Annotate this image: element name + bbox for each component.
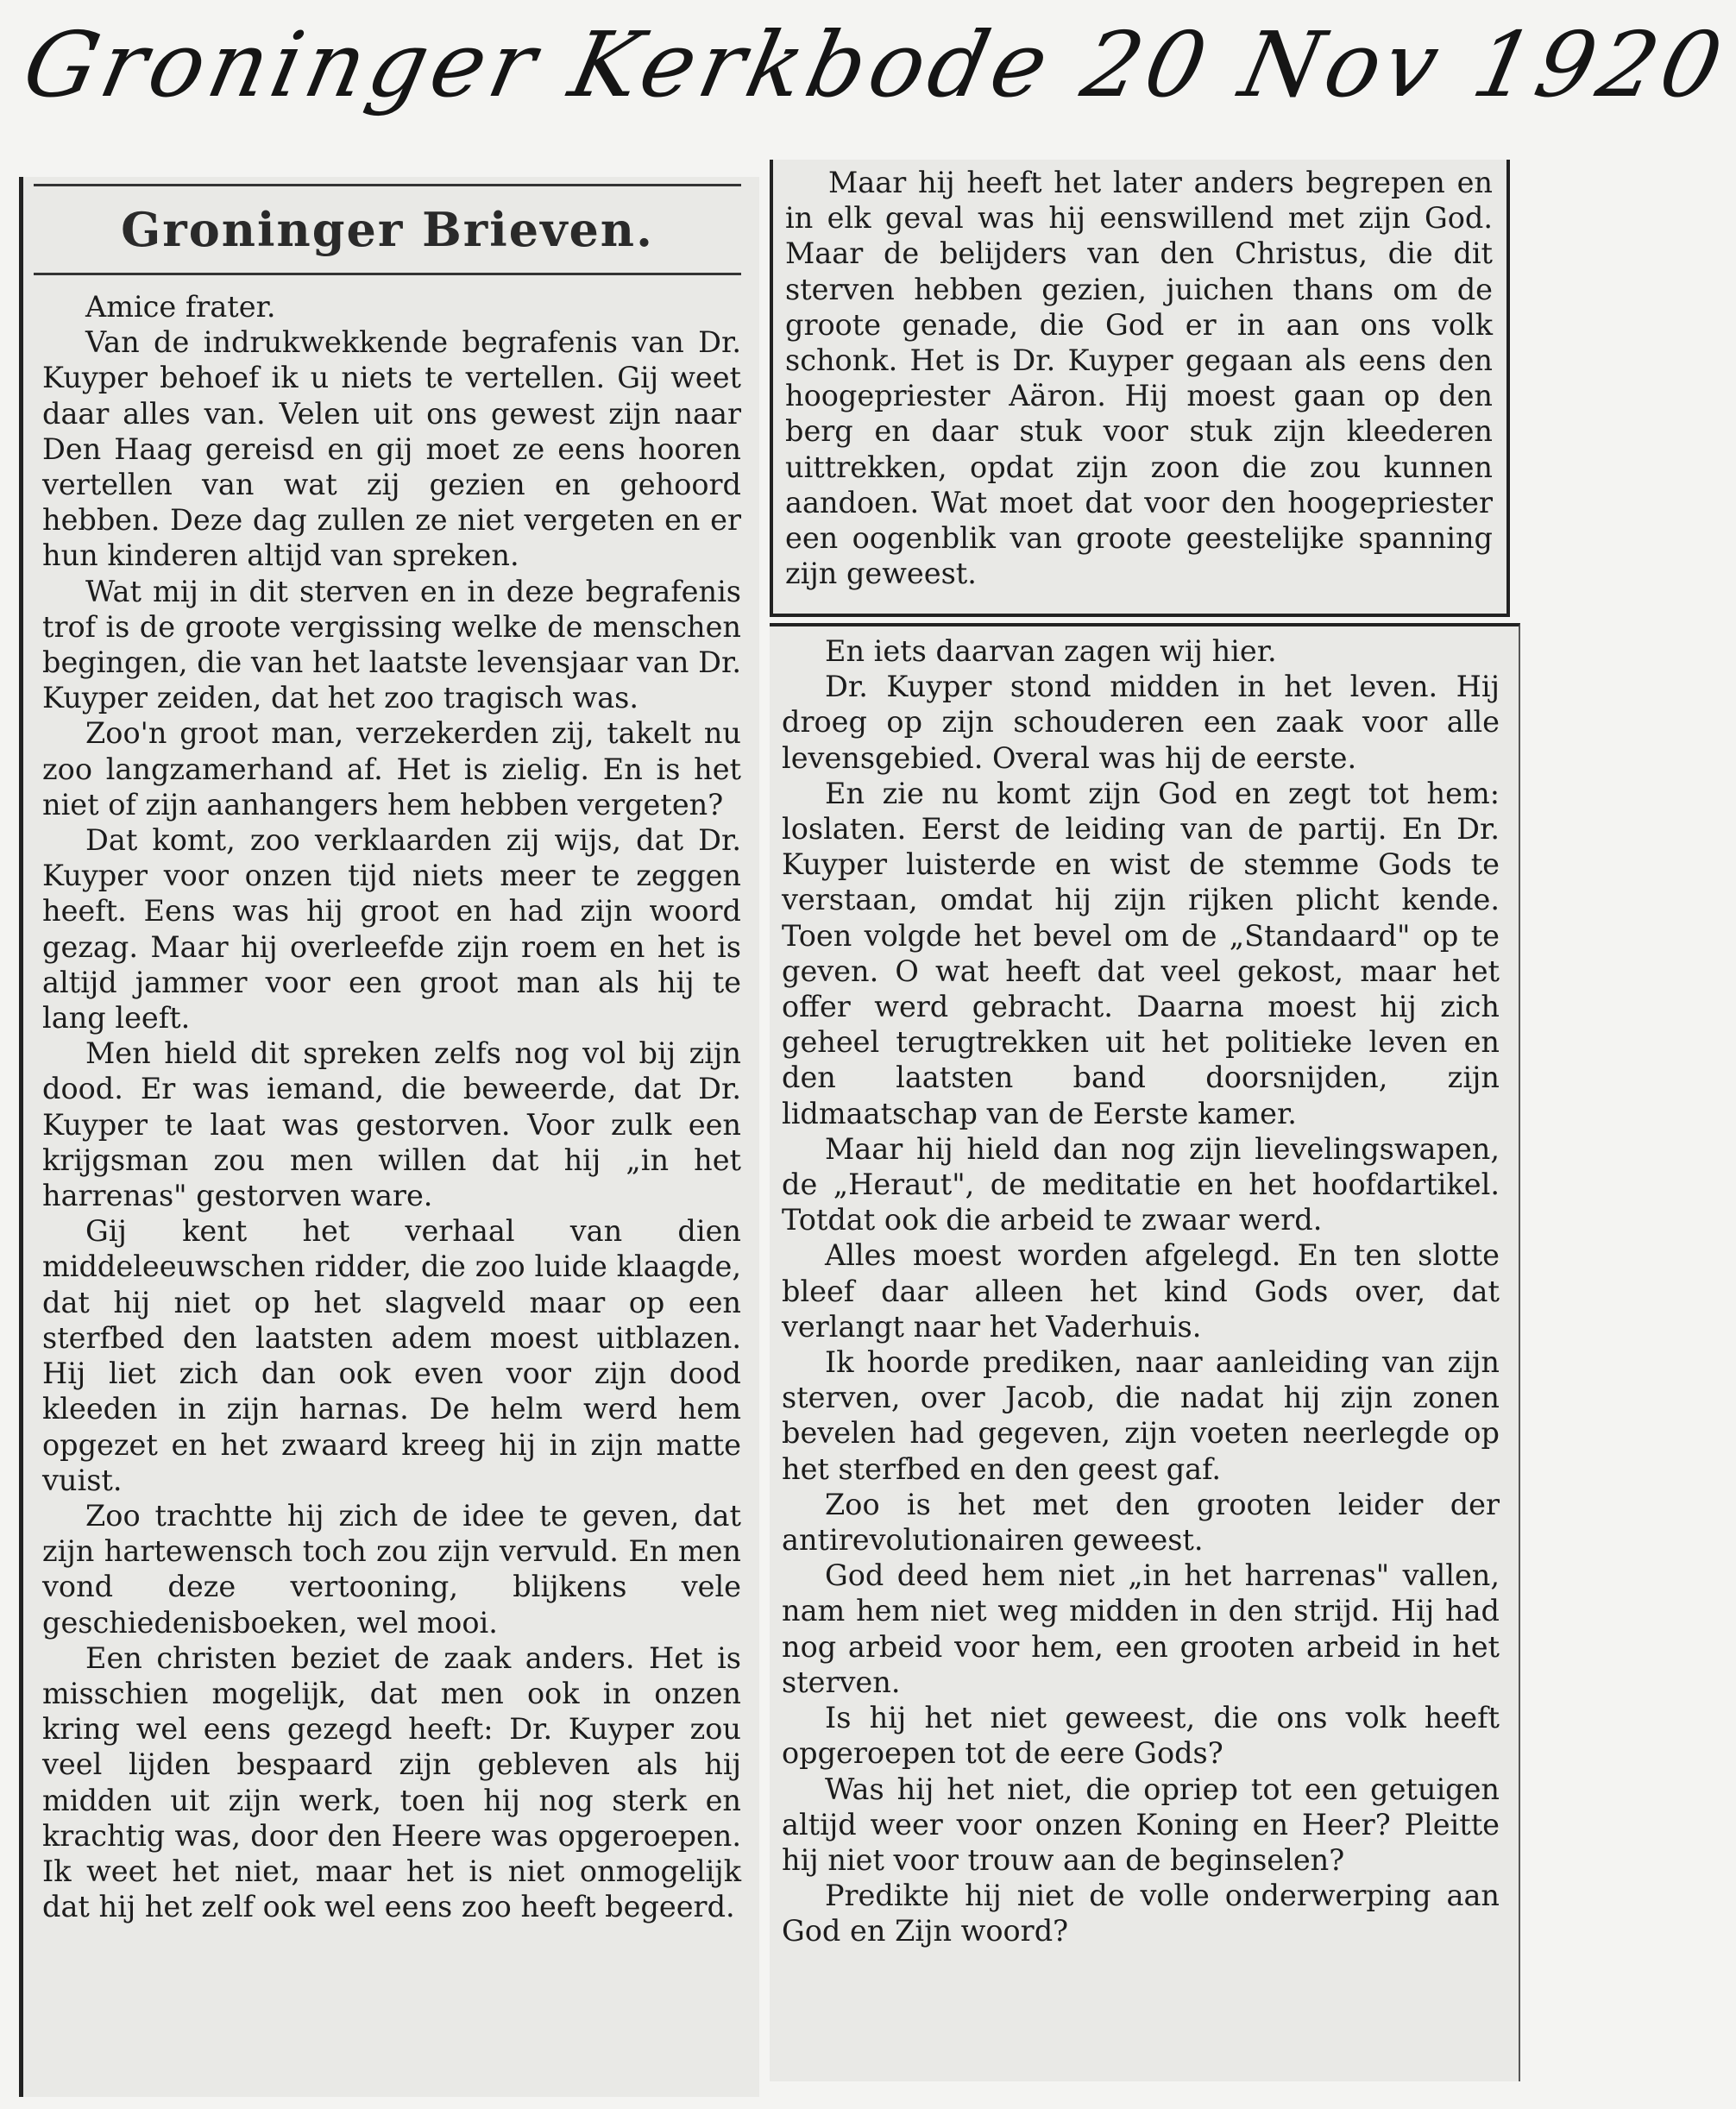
- left-column-text: [42, 289, 741, 1924]
- paragraph: Wat mij in dit sterven en in deze begrafenis trof is de groote vergissing welke de menschen begingen, die van het laatste levensjaar van Dr. Kuyper zeiden, dat het zoo tragisch was.: [42, 574, 741, 715]
- right-bottom-text: [782, 633, 1500, 1949]
- paragraph: En zie nu komt zijn God en zegt tot hem: loslaten. Eerst de leiding van de partij. En Dr. Kuyper luisterde en wist de stemme Gods te verstaan, omdat hij zijn rijken plicht kende. Toen volgde het bevel om de „Standaard" op te geven. O wat heeft dat veel gekost, maar het offer werd gebracht. Daarna moest hij zich geheel terugtrekken uit het politieke leven en den laatsten band doorsnijden, zijn lidmaatschap van de Eerste kamer.: [782, 776, 1500, 1130]
- paragraph: Men hield dit spreken zelfs nog vol bij zijn dood. Er was iemand, die beweerde, dat Dr. Kuyper te laat was gestorven. Voor zulk een krijgsman zou men willen dat hij „in het harrenas" gestorven ware.: [42, 1036, 741, 1213]
- column-masthead: Groninger Brieven.: [34, 184, 741, 275]
- paragraph: Alles moest worden afgelegd. En ten slotte bleef daar alleen het kind Gods over, dat verlangt naar het Vaderhuis.: [782, 1238, 1500, 1344]
- paragraph: Is hij het niet geweest, die ons volk heeft opgeroepen tot de eere Gods?: [782, 1701, 1500, 1771]
- handwritten-annotation: Groninger Kerkbode 20 Nov 1920: [15, 12, 1736, 117]
- paragraph: Dat komt, zoo verklaarden zij wijs, dat Dr. Kuyper voor onzen tijd niets meer te zeggen heeft. Eens was hij groot en had zijn woord gezag. Maar hij overleefde zijn roem en het is altijd jammer voor een groot man als hij te lang leeft.: [42, 823, 741, 1036]
- paragraph: Maar hij hield dan nog zijn lievelingswapen, de „Heraut", de meditatie en het hoofdartikel. Totdat ook die arbeid te zwaar werd.: [782, 1131, 1500, 1237]
- paragraph: Predikte hij niet de volle onderwerping aan God en Zijn woord?: [782, 1879, 1500, 1948]
- paragraph: Was hij het niet, die opriep tot een getuigen altijd weer voor onzen Koning en Heer? Pleitte hij niet voor trouw aan de beginselen?: [782, 1772, 1500, 1877]
- paragraph: Ik hoorde prediken, naar aanleiding van zijn sterven, over Jacob, die nadat hij zijn zonen bevelen had gegeven, zijn voeten neerlegde op het sterfbed en den geest gaf.: [782, 1345, 1500, 1486]
- paragraph: Maar hij heeft het later anders begrepen en in elk geval was hij eenswillend met zijn God. Maar de belijders van den Christus, die dit sterven hebben gezien, juichen thans om de groote genade, die God er in aan ons volk schonk. Het is Dr. Kuyper gegaan als eens den hoogepriester Aäron. Hij moest gaan op den berg en daar stuk voor stuk zijn kleederen uittrekken, opdat zijn zoon die zou kunnen aandoen. Wat moet dat voor den hoogepriester een oogenblik van groote geestelijke spanning zijn geweest.: [785, 166, 1493, 591]
- paragraph: God deed hem niet „in het harrenas" vallen, nam hem niet weg midden in den strijd. Hij had nog arbeid voor hem, een grooten arbeid in het sterven.: [782, 1558, 1500, 1699]
- right-top-text: [785, 165, 1493, 591]
- clipping-right-top: [770, 160, 1510, 617]
- paragraph: Gij kent het verhaal van dien middeleeuwschen ridder, die zoo luide klaagde, dat hij niet op het slagveld maar op een sterfbed den laatsten adem moest uitblazen. Hij liet zich dan ook even voor zijn dood kleeden in zijn harnas. De helm werd hem opgezet en het zwaard kreeg hij in zijn matte vuist.: [42, 1214, 741, 1497]
- clipping-right-bottom: [770, 623, 1520, 2081]
- paragraph: Een christen beziet de zaak anders. Het is misschien mogelijk, dat men ook in onzen kring wel eens gezegd heeft: Dr. Kuyper zou veel lijden bespaard zijn gebleven als hij midden uit zijn werk, toen hij nog sterk en krachtig was, door den Heere was opgeroepen. Ik weet het niet, maar het is niet onmogelijk dat hij het zelf ook wel eens zoo heeft begeerd.: [42, 1640, 741, 1924]
- clipping-left-column: [19, 177, 759, 2097]
- paragraph: Zoo trachtte hij zich de idee te geven, dat zijn hartewensch toch zou zijn vervuld. En men vond deze vertooning, blijkens vele geschiedenisboeken, wel mooi.: [42, 1498, 741, 1640]
- paragraph: En iets daarvan zagen wij hier.: [825, 634, 1277, 668]
- paragraph: Amice frater.: [85, 290, 276, 324]
- paragraph: Van de indrukwekkende begrafenis van Dr. Kuyper behoef ik u niets te vertellen. Gij weet daar alles van. Velen uit ons gewest zijn naar Den Haag gereisd en gij moet ze eens hooren vertellen van wat zij gezien en gehoord hebben. Deze dag zullen ze niet vergeten en er hun kinderen altijd van spreken.: [42, 325, 741, 573]
- paragraph: Zoo'n groot man, verzekerden zij, takelt nu zoo langzamerhand af. Het is zielig. En is het niet of zijn aanhangers hem hebben vergeten?: [42, 716, 741, 822]
- paragraph: Zoo is het met den grooten leider der antirevolutionairen geweest.: [782, 1487, 1500, 1558]
- paragraph: Dr. Kuyper stond midden in het leven. Hij droeg op zijn schouderen een zaak voor alle levensgebied. Overal was hij de eerste.: [782, 670, 1500, 775]
